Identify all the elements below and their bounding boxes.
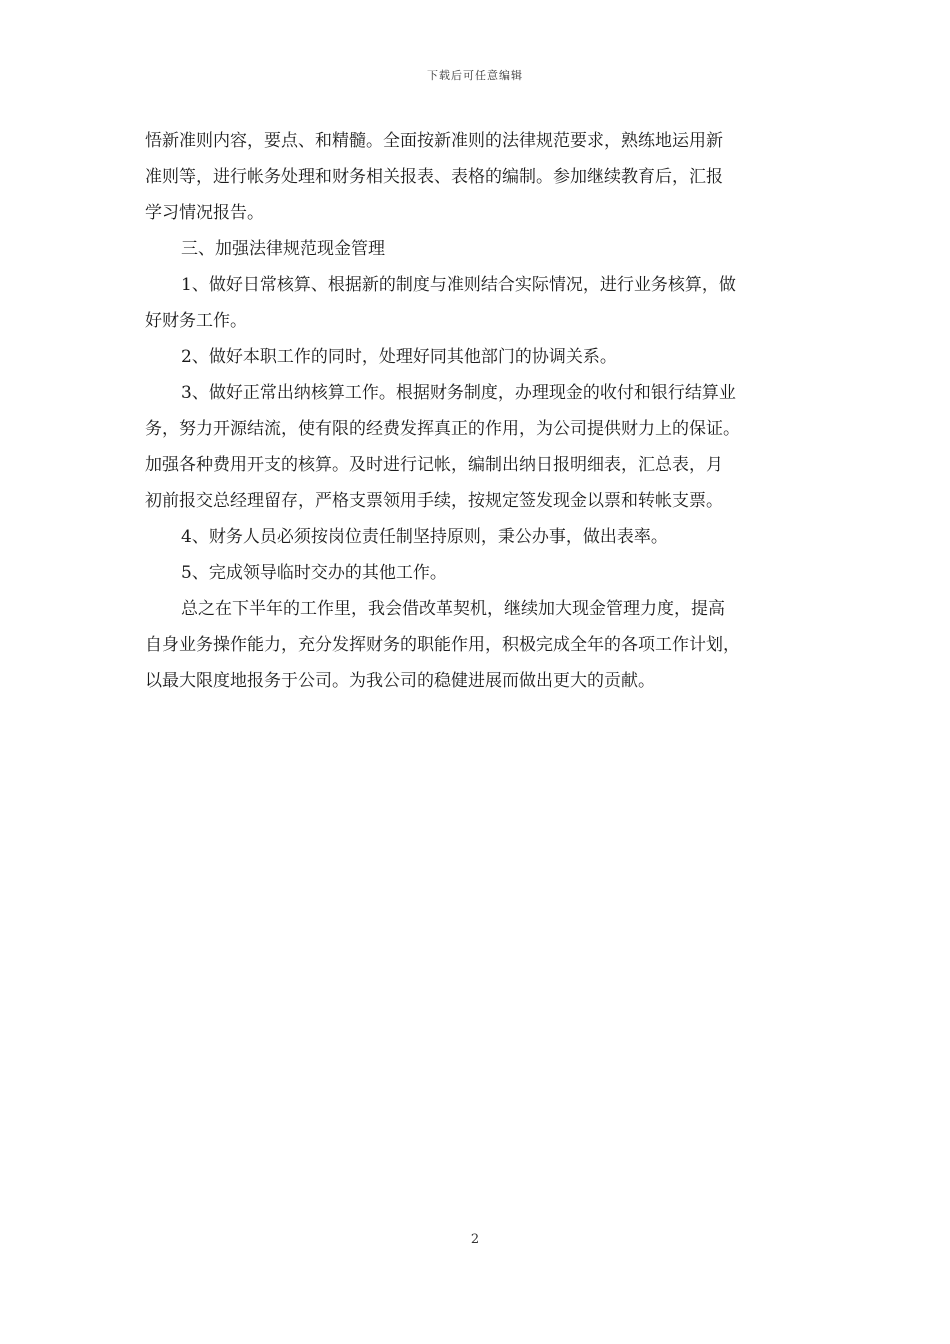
text-line: 5、完成领导临时交办的其他工作。 [181, 563, 447, 583]
text-line: 悟新准则内容，要点、和精髓。全面按新准则的法律规范要求，熟练地运用新 [145, 131, 723, 151]
text-line: 1、做好日常核算、根据新的制度与准则结合实际情况，进行业务核算，做 [181, 275, 736, 295]
text-line: 加强各种费用开支的核算。及时进行记帐，编制出纳日报明细表，汇总表，月 [145, 455, 723, 475]
page-header: 下载后可任意编辑 [427, 69, 523, 82]
text-line: 初前报交总经理留存，严格支票领用手续，按规定签发现金以票和转帐支票。 [145, 491, 723, 511]
text-line: 以最大限度地报务于公司。为我公司的稳健进展而做出更大的贡献。 [145, 671, 655, 691]
document-body [145, 123, 807, 699]
text-line: 2、做好本职工作的同时，处理好同其他部门的协调关系。 [181, 347, 617, 367]
page-number: 2 [470, 1232, 480, 1247]
text-line: 准则等，进行帐务处理和财务相关报表、表格的编制。参加继续教育后，汇报 [145, 167, 723, 187]
section-heading: 三、加强法律规范现金管理 [181, 239, 385, 259]
text-line: 务，努力开源结流，使有限的经费发挥真正的作用，为公司提供财力上的保证。 [145, 419, 740, 439]
text-line: 好财务工作。 [145, 311, 247, 331]
text-line: 4、财务人员必须按岗位责任制坚持原则，秉公办事，做出表率。 [181, 527, 668, 547]
text-line: 总之在下半年的工作里，我会借改革契机，继续加大现金管理力度，提高 [181, 599, 725, 619]
text-line: 自身业务操作能力，充分发挥财务的职能作用，积极完成全年的各项工作计划， [145, 635, 740, 655]
text-line: 学习情况报告。 [145, 203, 264, 223]
text-line: 3、做好正常出纳核算工作。根据财务制度，办理现金的收付和银行结算业 [181, 383, 736, 403]
